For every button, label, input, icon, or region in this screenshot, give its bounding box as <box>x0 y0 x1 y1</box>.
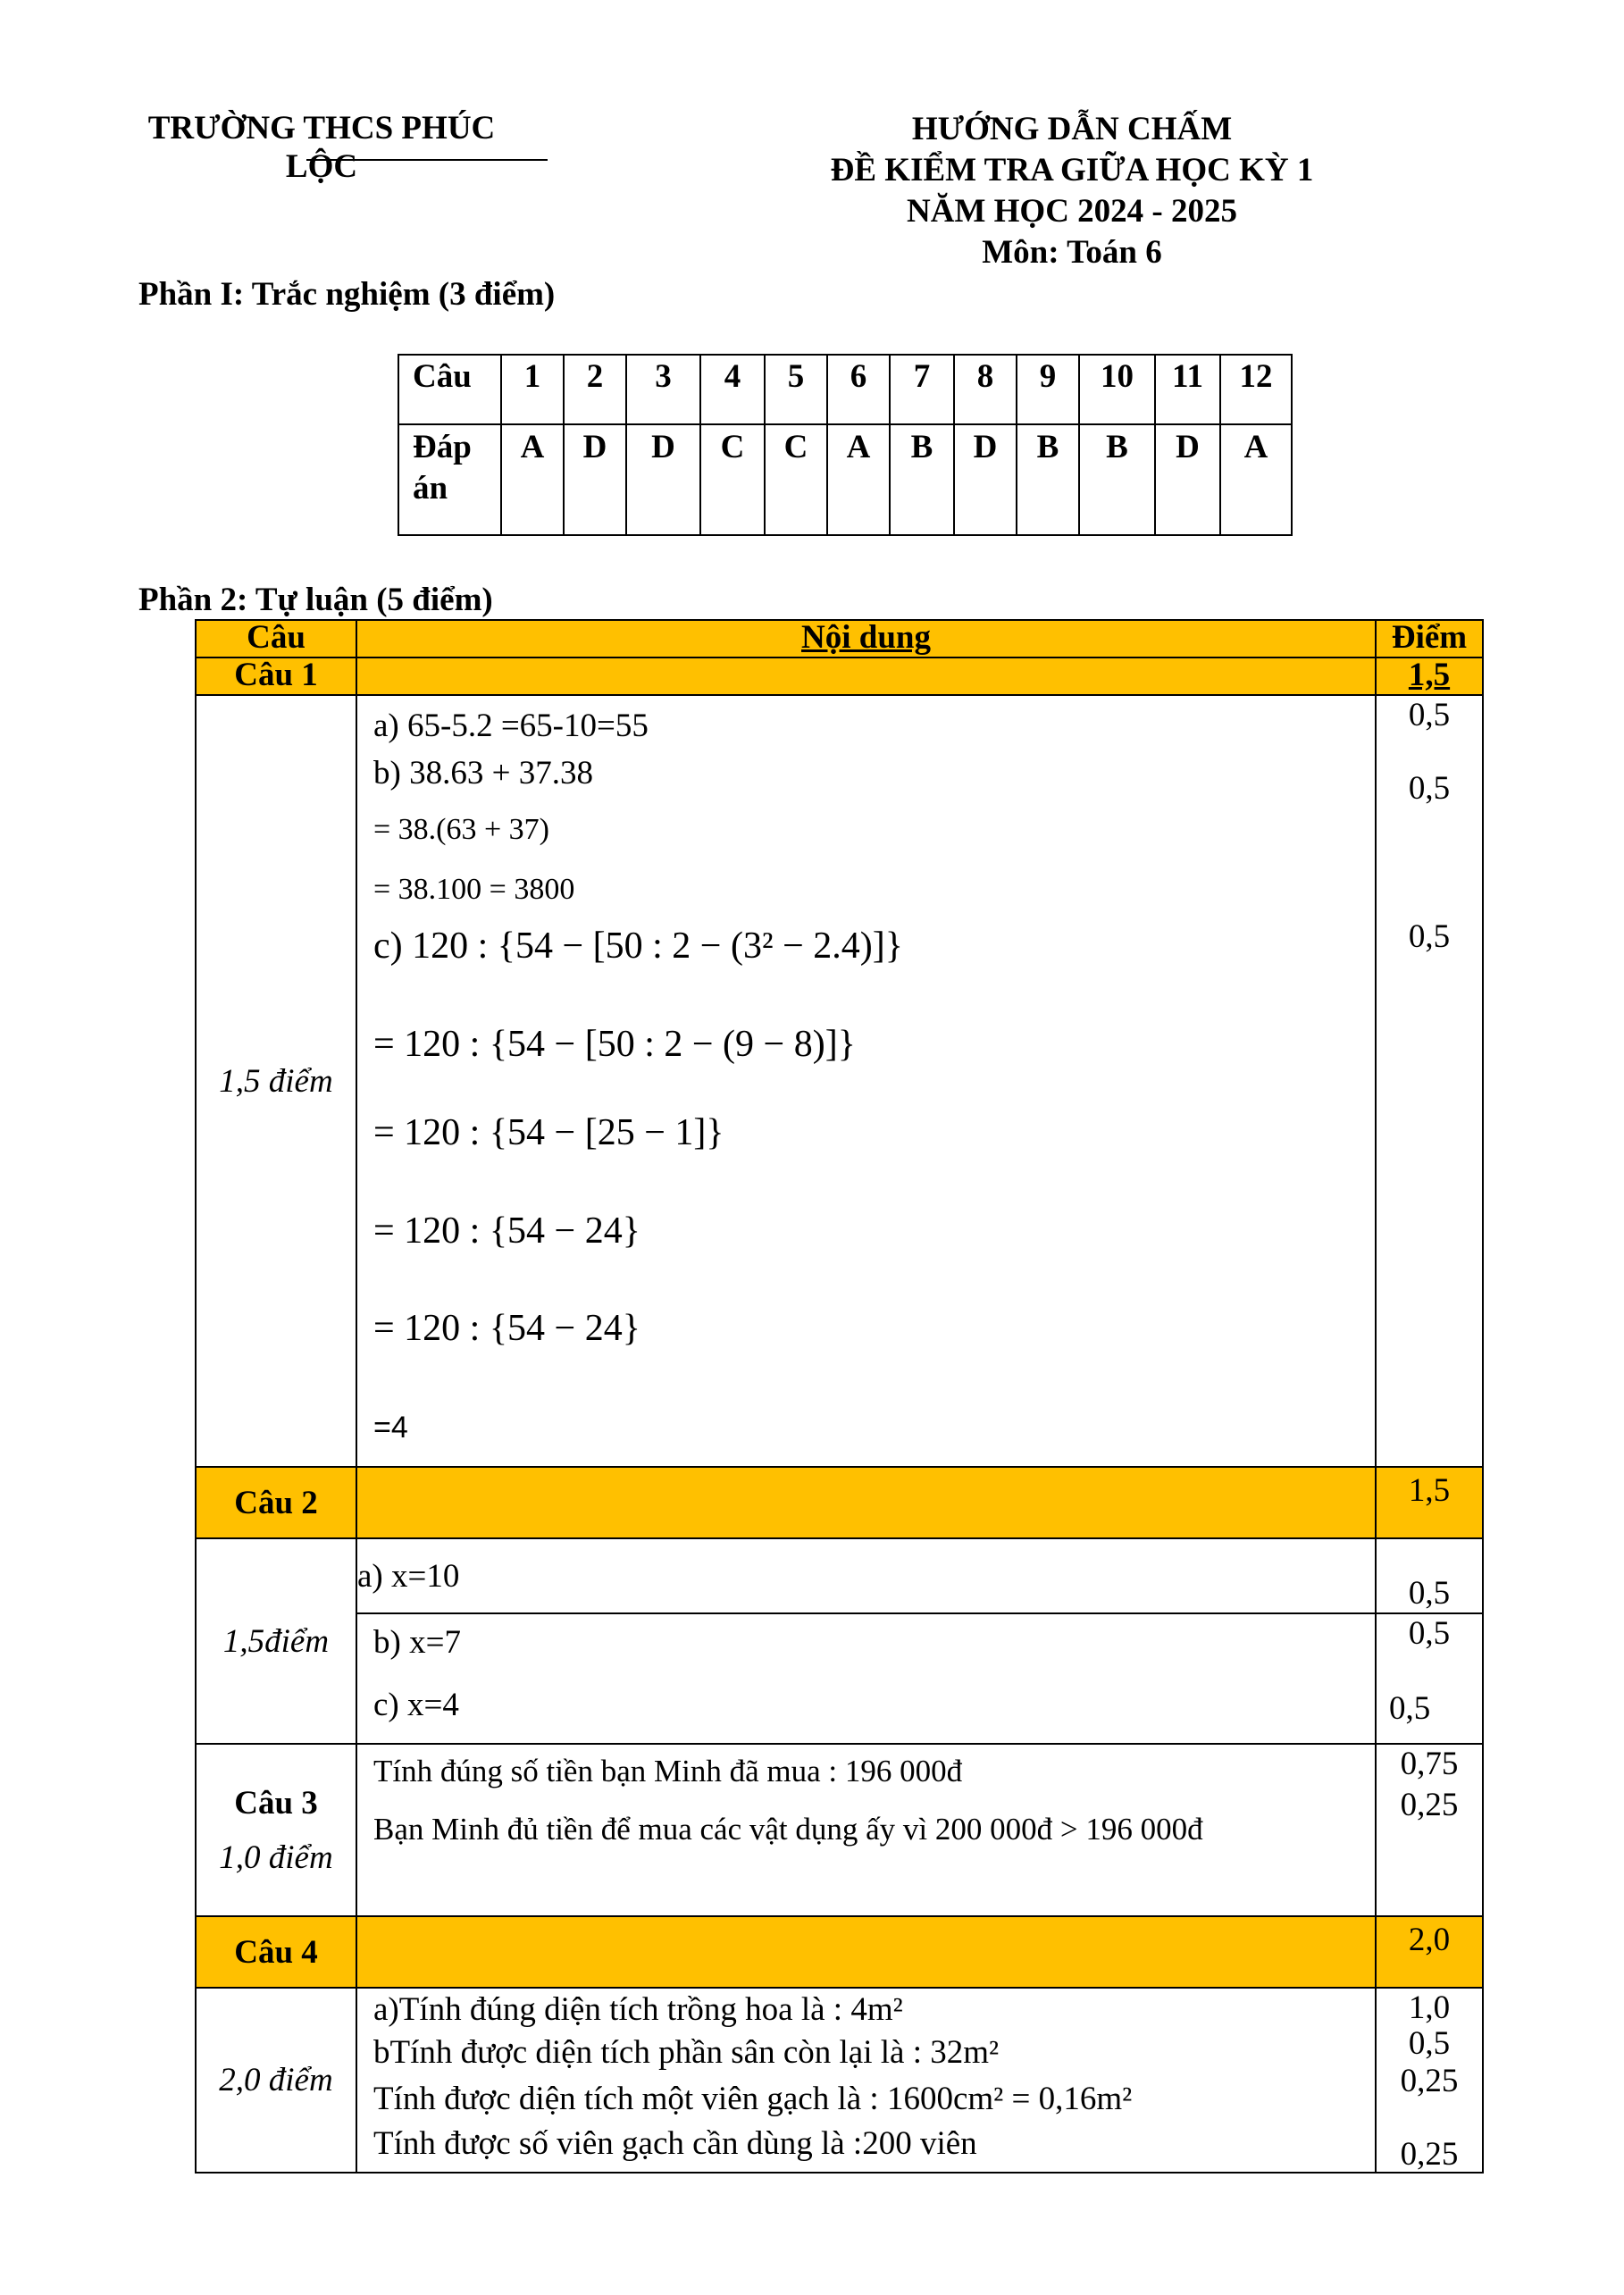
question-2-row-a <box>196 1538 1483 1613</box>
header-points: Điểm <box>1376 620 1483 658</box>
answer-label-line-2: án <box>413 470 448 507</box>
question-2-label: Câu 2 <box>196 1467 356 1538</box>
q4-line-4: Tính được số viên gạch cần dùng là :200 viên <box>373 2125 977 2162</box>
question-4-body <box>196 1988 1483 2173</box>
question-number: 4 <box>700 355 765 424</box>
heading-title-2: ĐỀ KIỂM TRA GIỮA HỌC KỲ 1 <box>830 152 1314 188</box>
question-1-label: Câu 1 <box>196 658 356 695</box>
empty-cell <box>356 1916 1376 1988</box>
q1-line-c3: = 120 : {54 − [25 − 1]} <box>373 1112 724 1153</box>
answer-letter: B <box>890 424 954 535</box>
part1-title: Phần I: Trắc nghiệm (3 điểm) <box>138 276 556 313</box>
question-3-label-cell <box>196 1744 356 1916</box>
question-number: 1 <box>501 355 564 424</box>
answer-letter: C <box>765 424 827 535</box>
school-underline <box>306 159 548 161</box>
q1-point-a: 0,5 <box>1408 697 1451 733</box>
multiple-choice-answer-table <box>398 354 1293 536</box>
q1-line-c4: = 120 : {54 − 24} <box>373 1210 640 1252</box>
q4-line-3: Tính được diện tích một viên gạch là : 1600cm² = 0,16m² <box>373 2081 1133 2117</box>
question-2-total: 1,5 <box>1376 1467 1483 1538</box>
question-4-header <box>196 1916 1483 1988</box>
question-1-body <box>196 695 1483 1467</box>
header-question: Câu <box>196 620 356 658</box>
q3-line-1: Tính đúng số tiền bạn Minh đã mua : 196 000đ <box>373 1754 963 1788</box>
question-4-content <box>356 1988 1376 2173</box>
answer-letter: A <box>501 424 564 535</box>
q4-line-2: bTính được diện tích phần sân còn lại là : 32m² <box>373 2034 1000 2071</box>
answer-letter: A <box>827 424 890 535</box>
question-4-points <box>1376 1988 1483 2173</box>
answer-label-line-1: Đáp <box>413 429 472 465</box>
q4-line-1: a)Tính đúng diện tích trồng hoa là : 4m² <box>373 1991 903 2028</box>
question-3-points <box>1376 1744 1483 1916</box>
answer-row <box>398 424 1292 535</box>
question-number: 12 <box>1220 355 1292 424</box>
question-1-total: 1,5 <box>1376 658 1483 695</box>
question-1-content <box>356 695 1376 1467</box>
q1-line-b: b) 38.63 + 37.38 <box>373 755 593 792</box>
q1-line-result: =4 <box>373 1411 408 1445</box>
q2-points-bc <box>1376 1613 1483 1744</box>
school-name: TRƯỜNG THCS PHÚC LỘC <box>147 110 496 185</box>
question-number: 10 <box>1079 355 1155 424</box>
question-2-row-bc <box>196 1613 1483 1744</box>
table-header-row <box>196 620 1483 658</box>
q2-answer-a: a) x=10 <box>356 1538 1376 1613</box>
document-heading <box>768 109 1376 273</box>
q1-line-b3: = 38.100 = 3800 <box>373 873 575 906</box>
question-1-side-points: 1,5 điểm <box>196 695 356 1467</box>
answer-letter: D <box>564 424 626 535</box>
question-2-side-points: 1,5điểm <box>196 1538 356 1744</box>
answer-letter: D <box>626 424 700 535</box>
q4-point-2: 0,5 <box>1408 2025 1451 2062</box>
q1-point-c: 0,5 <box>1408 918 1451 955</box>
q2-point-b: 0,5 <box>1408 1615 1451 1652</box>
question-number: 7 <box>890 355 954 424</box>
question-number: 11 <box>1155 355 1220 424</box>
q2-answer-b: b) x=7 <box>373 1624 461 1661</box>
q1-line-c5: = 120 : {54 − 24} <box>373 1308 640 1349</box>
question-number: 5 <box>765 355 827 424</box>
question-1-points <box>1376 695 1483 1467</box>
question-3-label: Câu 3 <box>234 1784 318 1822</box>
answer-letter: C <box>700 424 765 535</box>
question-number: 9 <box>1017 355 1079 424</box>
header-content: Nội dung <box>356 620 1376 658</box>
q1-line-a: a) 65-5.2 =65-10=55 <box>373 708 649 744</box>
question-row-label: Câu <box>398 355 501 424</box>
question-3-side-points: 1,0 điểm <box>219 1839 333 1876</box>
answer-letter: D <box>1155 424 1220 535</box>
question-2-header <box>196 1467 1483 1538</box>
question-number: 3 <box>626 355 700 424</box>
heading-subject: Môn: Toán 6 <box>982 234 1162 271</box>
q2-point-a: 0,5 <box>1376 1538 1483 1613</box>
question-4-total: 2,0 <box>1376 1916 1483 1988</box>
question-number: 2 <box>564 355 626 424</box>
q4-point-1: 1,0 <box>1408 1989 1451 2026</box>
empty-cell <box>356 1467 1376 1538</box>
question-3-content <box>356 1744 1376 1916</box>
answer-letter: B <box>1079 424 1155 535</box>
part2-title: Phần 2: Tự luận (5 điểm) <box>138 582 493 618</box>
q4-point-4: 0,25 <box>1400 2136 1459 2173</box>
question-4-side-points: 2,0 điểm <box>196 1988 356 2173</box>
question-3-row <box>196 1744 1483 1916</box>
q1-line-c: c) 120 : {54 − [50 : 2 − (3² − 2.4)]} <box>373 926 903 967</box>
q1-line-b2: = 38.(63 + 37) <box>373 813 549 846</box>
q2-point-c: 0,5 <box>1389 1690 1431 1727</box>
answer-letter: A <box>1220 424 1292 535</box>
answer-row-label <box>398 424 501 535</box>
q2-answers-bc <box>356 1613 1376 1744</box>
empty-cell <box>356 658 1376 695</box>
q1-line-c2: = 120 : {54 − [50 : 2 − (9 − 8)]} <box>373 1024 856 1065</box>
q3-point-1: 0,75 <box>1400 1746 1459 1782</box>
q1-point-b: 0,5 <box>1408 770 1451 807</box>
answer-letter: B <box>1017 424 1079 535</box>
q4-point-3: 0,25 <box>1400 2063 1459 2099</box>
question-4-label: Câu 4 <box>196 1916 356 1988</box>
question-number: 6 <box>827 355 890 424</box>
heading-title-1: HƯỚNG DẪN CHẤM <box>911 111 1233 147</box>
q3-point-2: 0,25 <box>1400 1787 1459 1823</box>
question-number: 8 <box>954 355 1017 424</box>
question-row <box>398 355 1292 424</box>
question-1-header <box>196 658 1483 695</box>
q3-line-2: Bạn Minh đủ tiền để mua các vật dụng ấy vì 200 000đ > 196 000đ <box>373 1812 1203 1847</box>
essay-grading-table <box>195 619 1484 2174</box>
answer-letter: D <box>954 424 1017 535</box>
heading-title-3: NĂM HỌC 2024 - 2025 <box>907 193 1237 230</box>
q2-answer-c: c) x=4 <box>373 1687 459 1723</box>
